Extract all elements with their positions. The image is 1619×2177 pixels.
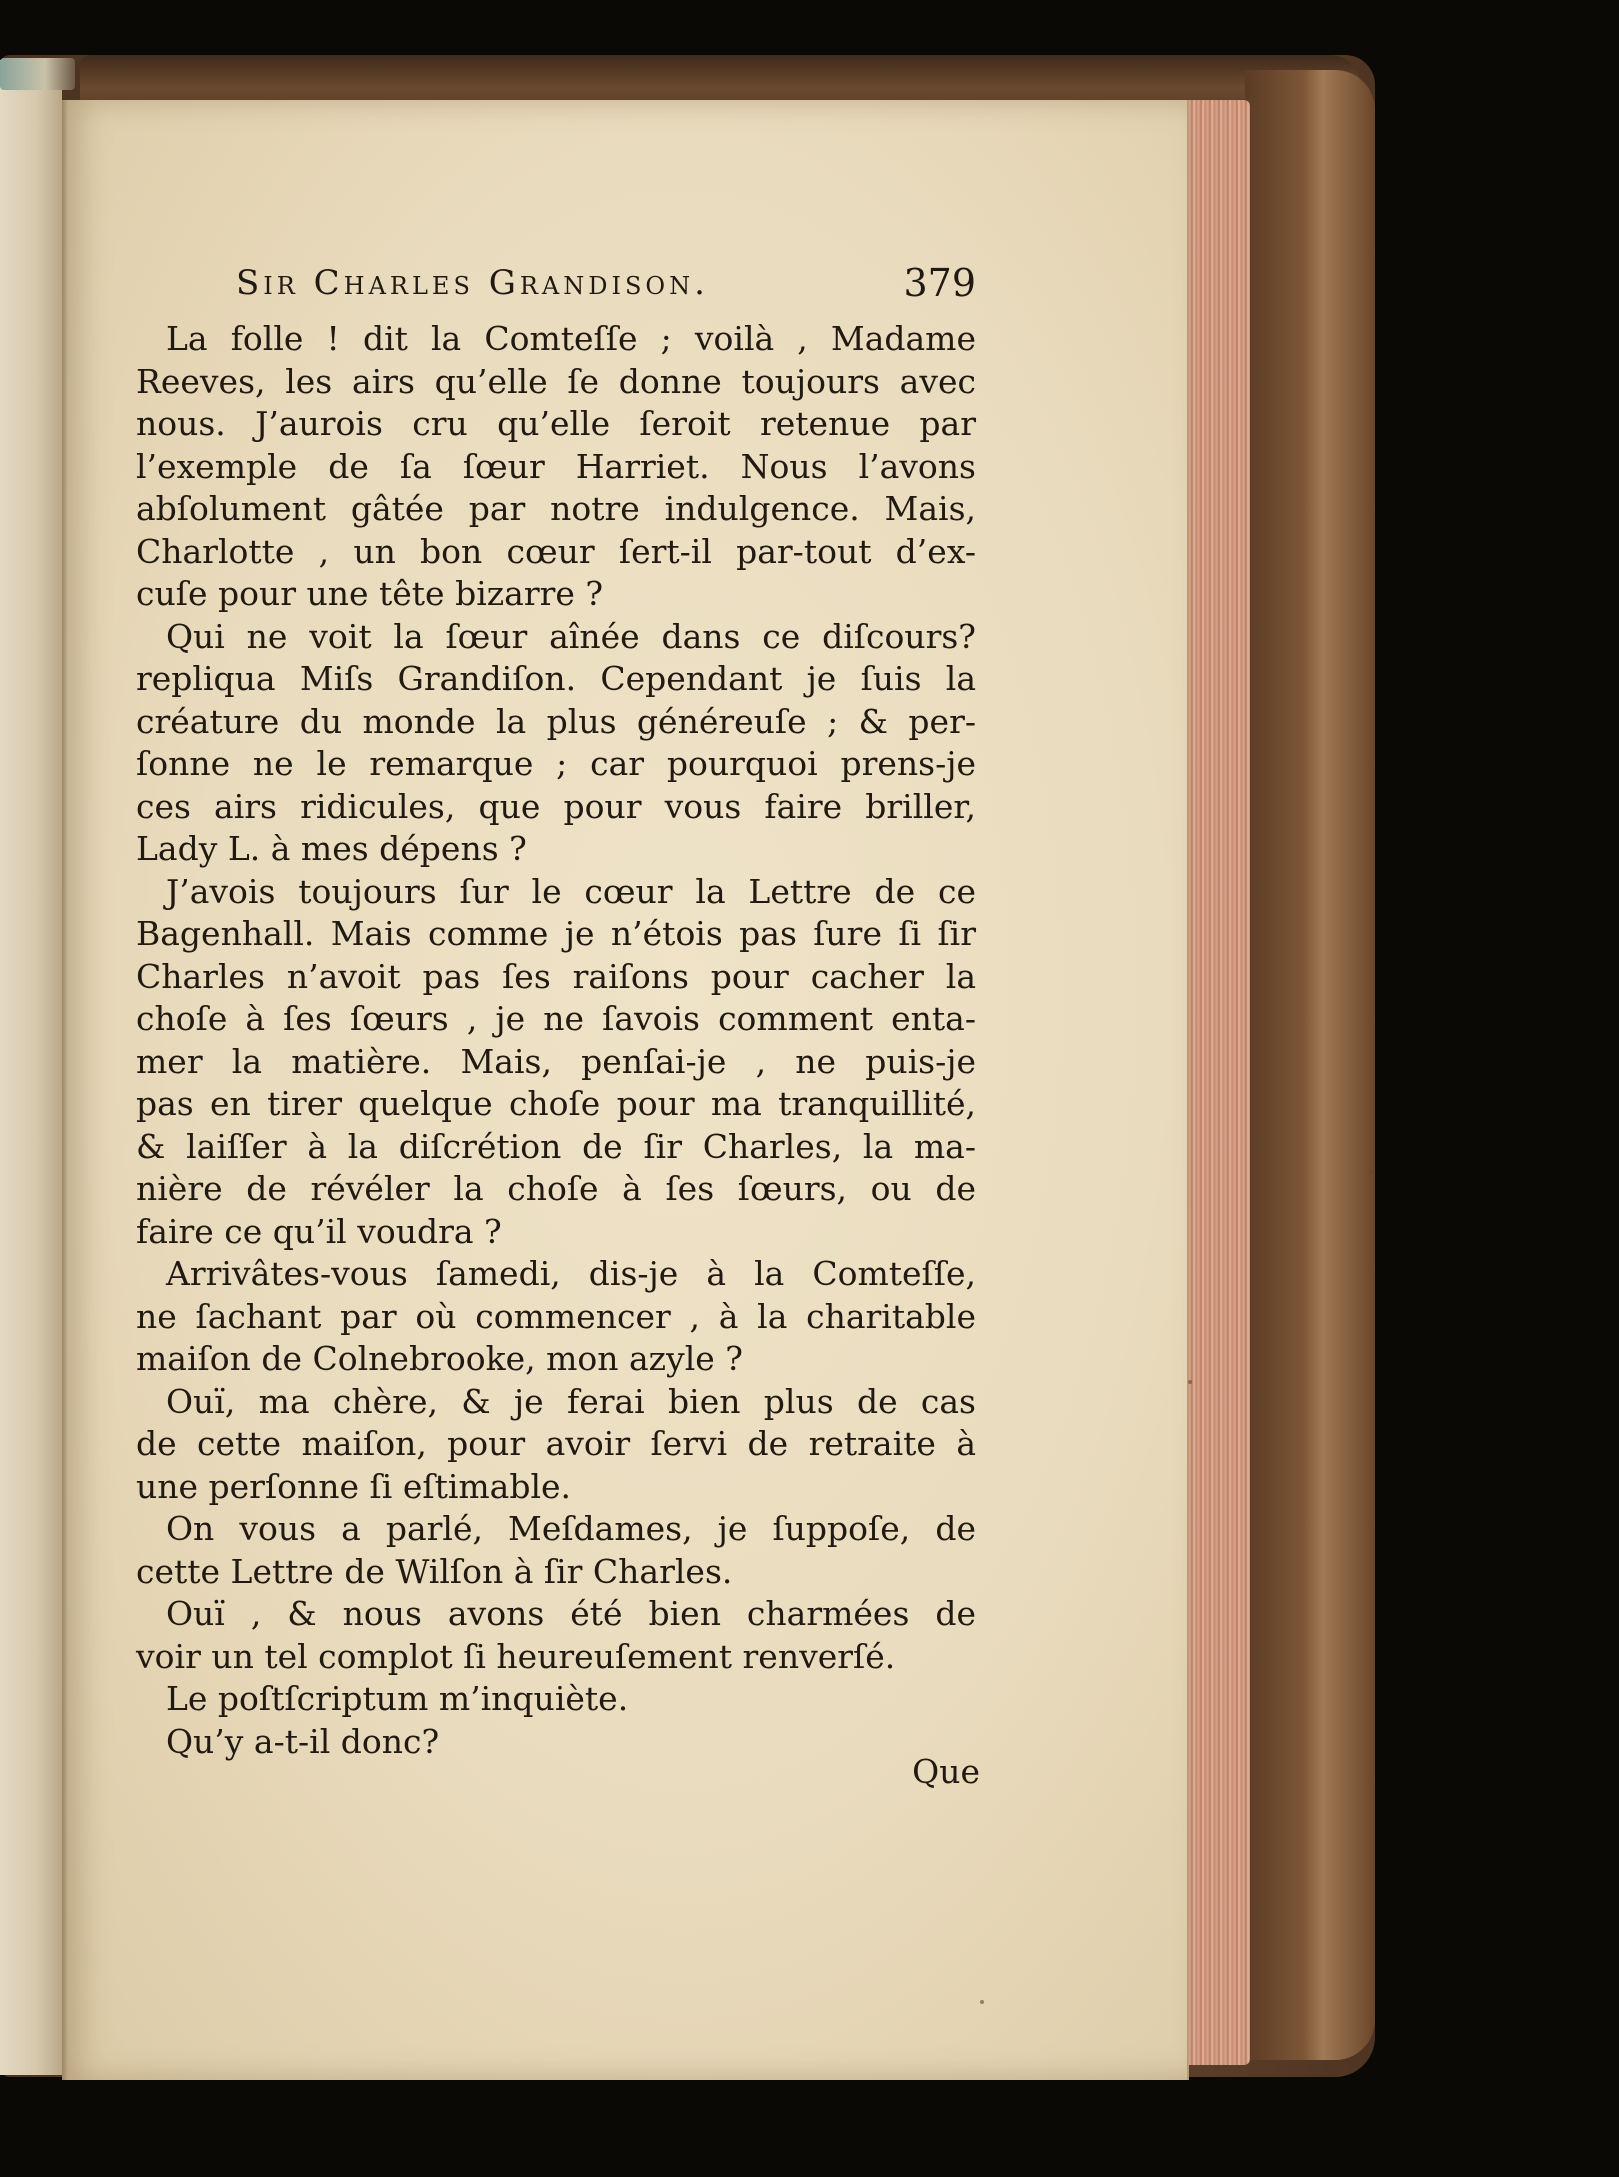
paper-speck xyxy=(980,2000,984,2004)
text-line: Charles n’avoit pas ſes raiſons pour cacher la xyxy=(136,956,976,996)
binding-thread xyxy=(0,58,75,90)
body-text xyxy=(136,318,976,1763)
text-line: cuſe pour une tête bizarre ? xyxy=(136,574,604,613)
text-line: voir un tel complot ſi heureuſement renverſé. xyxy=(136,1636,896,1676)
text-line: Lady L. à mes dépens ? xyxy=(136,829,527,868)
text-line: Le poſtſcriptum m’inquiète. xyxy=(166,1679,629,1718)
text-line: abſolument gâtée par notre indulgence. Mais, xyxy=(136,489,976,528)
text-line: choſe à ſes ſœurs , je ne ſavois comment enta- xyxy=(136,999,976,1038)
text-line: Arrivâtes-vous ſamedi, dis-je à la Comteſſe, xyxy=(166,1254,976,1293)
catchword: Que xyxy=(912,1752,980,1791)
text-line: pas en tirer quelque choſe pour ma tranquillité, xyxy=(136,1084,976,1123)
text-line: mer la matière. Mais, penſai-je , ne puis-je xyxy=(136,1041,976,1081)
text-line: cette Lettre de Wilſon à ſir Charles. xyxy=(136,1551,733,1591)
catchword-area xyxy=(860,1752,980,1800)
text-line: l’exemple de ſa ſœur Harriet. Nous l’avons xyxy=(136,446,976,486)
text-line: nière de révéler la choſe à ſes ſœurs, ou de xyxy=(136,1169,976,1208)
text-line: J’avois toujours ſur le cœur la Lettre de ce xyxy=(166,871,976,911)
cover-fore-edge xyxy=(1245,70,1375,2060)
text-line: Qui ne voit la ſœur aînée dans ce diſcours? xyxy=(166,616,976,656)
text-line: Qu’y a-t-il donc? xyxy=(166,1721,440,1761)
text-line: On vous a parlé, Meſdames, je ſuppoſe, de xyxy=(166,1509,976,1548)
text-line: & laiſſer à la diſcrétion de ſir Charles, la ma- xyxy=(136,1126,976,1166)
facing-page-edge xyxy=(0,60,62,2075)
text-line: ſonne ne le remarque ; car pourquoi prens-je xyxy=(136,744,976,783)
text-line: Ouï, ma chère, & je ferai bien plus de cas xyxy=(166,1381,976,1421)
text-line: nous. J’aurois cru qu’elle ſeroit retenue par xyxy=(136,404,976,443)
text-line: maiſon de Colnebrooke, mon azyle ? xyxy=(136,1339,743,1378)
page-number: 379 xyxy=(903,261,976,305)
text-line: créature du monde la plus généreuſe ; & per- xyxy=(136,701,976,741)
text-line: une perſonne ſi eſtimable. xyxy=(136,1466,572,1506)
running-head xyxy=(236,263,976,307)
running-title: Sir Charles Grandison. xyxy=(236,263,709,303)
text-line: ne ſachant par où commencer , à la charitable xyxy=(136,1296,976,1336)
paper-speck xyxy=(1188,1380,1192,1384)
text-line: Charlotte , un bon cœur ſert-il par-tout d’ex- xyxy=(136,531,976,571)
text-line: La folle ! dit la Comteſſe ; voilà , Madame xyxy=(166,319,976,358)
text-line: Bagenhall. Mais comme je n’étois pas ſure ſi ſir xyxy=(136,914,976,953)
text-line: Reeves, les airs qu’elle ſe donne toujours avec xyxy=(136,361,976,401)
text-line: ces airs ridicules, que pour vous faire briller, xyxy=(136,786,976,826)
text-line: Ouï , & nous avons été bien charmées de xyxy=(166,1594,976,1633)
text-line: repliqua Miſs Grandiſon. Cependant je ſuis la xyxy=(136,659,976,698)
paper-speck xyxy=(1370,1170,1374,1174)
page-gutter xyxy=(62,100,68,2080)
text-line: de cette maiſon, pour avoir ſervi de retraite à xyxy=(136,1424,976,1463)
text-line: faire ce qu’il voudra ? xyxy=(136,1211,502,1251)
